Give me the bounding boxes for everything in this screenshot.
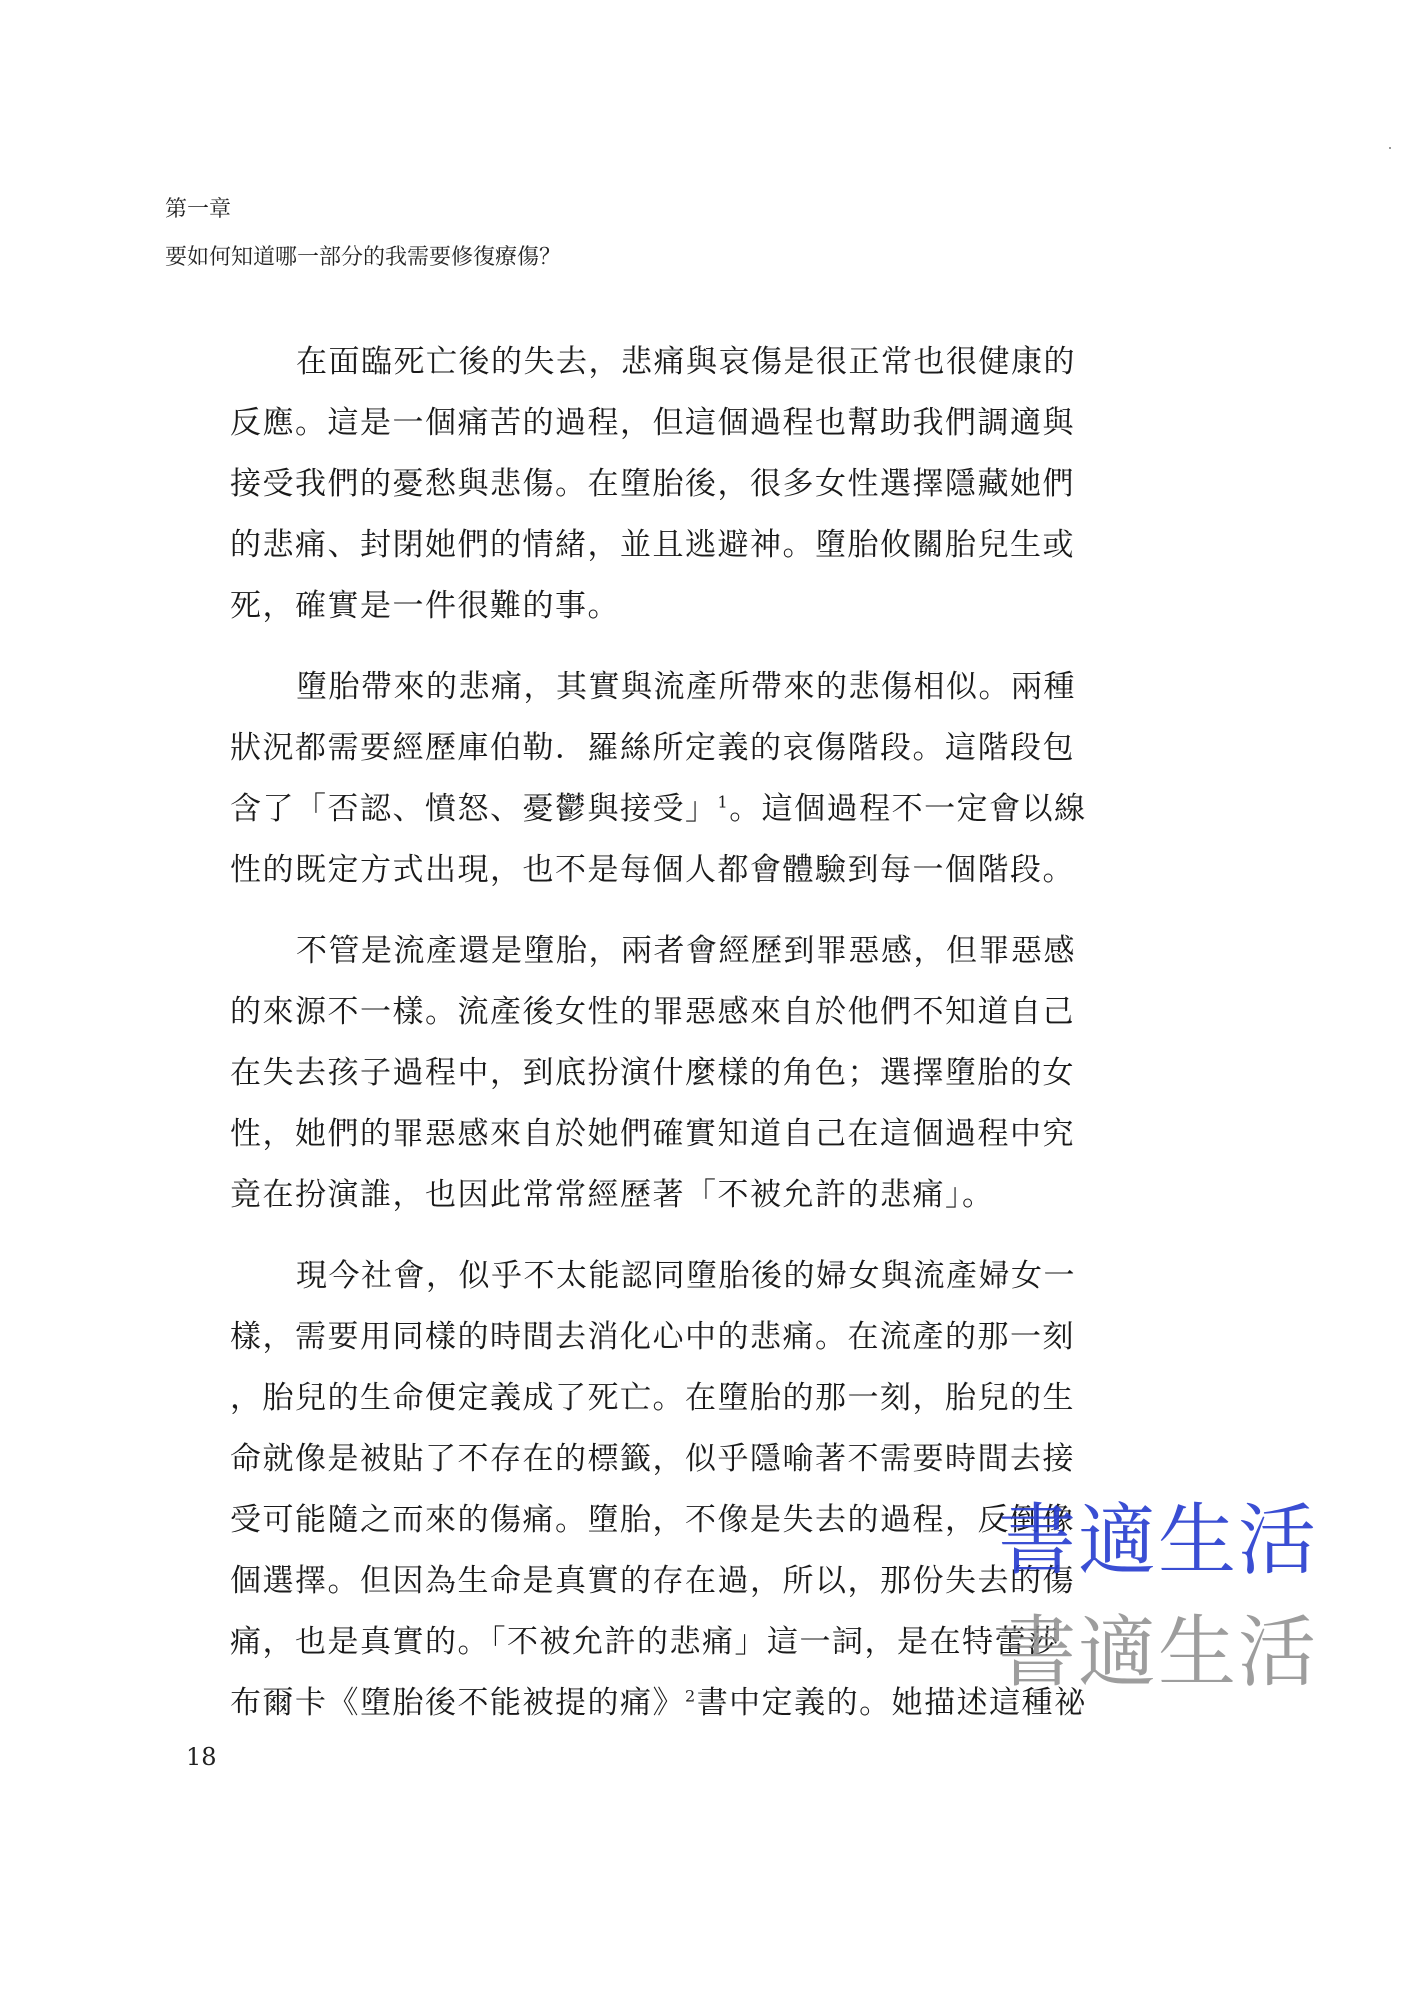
footnote-ref-1[interactable]: 1 bbox=[717, 792, 730, 812]
text-line: 現今社會，似乎不太能認同墮胎後的婦女與流產婦女一 bbox=[296, 1258, 1076, 1294]
paragraph-1 bbox=[230, 332, 1090, 637]
watermark-gray: 書適生活 bbox=[997, 1608, 1318, 1698]
text-segment: 。這個過程不一定會以線 bbox=[729, 791, 1087, 827]
body-text bbox=[230, 332, 1090, 1754]
text-line: 在面臨死亡後的失去，悲痛與哀傷是很正常也很健康的 bbox=[296, 344, 1076, 380]
chapter-label: 第一章 bbox=[165, 197, 232, 222]
text-line: 墮胎帶來的悲痛，其實與流產所帶來的悲傷相似。兩種 bbox=[296, 669, 1076, 705]
text-line: 狀況都需要經歷庫伯勒．羅絲所定義的哀傷階段。這階段包 bbox=[230, 730, 1075, 766]
text-line: 的悲痛、封閉她們的情緒，並且逃避神。墮胎攸關胎兒生或 bbox=[230, 527, 1075, 563]
text-line: 竟在扮演誰，也因此常常經歷著「不被允許的悲痛」。 bbox=[230, 1177, 995, 1213]
paragraph-3 bbox=[230, 921, 1090, 1226]
text-line: 死，確實是一件很難的事。 bbox=[230, 588, 620, 624]
text-line: 個選擇。但因為生命是真實的存在過，所以，那份失去的傷 bbox=[230, 1563, 1075, 1599]
running-header bbox=[165, 186, 561, 282]
text-line: 在失去孩子過程中，到底扮演什麼樣的角色；選擇墮胎的女 bbox=[230, 1055, 1075, 1091]
text-segment: 布爾卡《墮胎後不能被提的痛》 bbox=[230, 1685, 685, 1721]
text-line: 反應。這是一個痛苦的過程，但這個過程也幫助我們調適與 bbox=[230, 405, 1075, 441]
text-line: ，胎兒的生命便定義成了死亡。在墮胎的那一刻，胎兒的生 bbox=[230, 1380, 1075, 1416]
text-segment: 含了「否認、憤怒、憂鬱與接受」 bbox=[230, 791, 718, 827]
text-line: 性，她們的罪惡感來自於她們確實知道自己在這個過程中究 bbox=[230, 1116, 1075, 1152]
paragraph-2 bbox=[230, 657, 1090, 901]
corner-mark bbox=[1389, 147, 1391, 149]
text-line: 不管是流產還是墮胎，兩者會經歷到罪惡感，但罪惡感 bbox=[296, 933, 1076, 969]
chapter-title: 要如何知道哪一部分的我需要修復療傷？ bbox=[165, 245, 562, 270]
text-line: 受可能隨之而來的傷痛。墮胎，不像是失去的過程，反倒像 bbox=[230, 1502, 1075, 1538]
text-line-with-footnote bbox=[230, 1673, 1090, 1734]
text-line: 接受我們的憂愁與悲傷。在墮胎後，很多女性選擇隱藏她們 bbox=[230, 466, 1075, 502]
watermark-blue: 書適生活 bbox=[997, 1496, 1318, 1586]
footnote-ref-2[interactable]: 2 bbox=[685, 1686, 697, 1706]
text-segment: 書中定義的。她描述這種祕 bbox=[696, 1685, 1087, 1721]
text-line: 樣，需要用同樣的時間去消化心中的悲痛。在流產的那一刻 bbox=[230, 1319, 1075, 1355]
page-number: 18 bbox=[186, 1743, 217, 1771]
text-line: 命就像是被貼了不存在的標籤，似乎隱喻著不需要時間去接 bbox=[230, 1441, 1075, 1477]
text-line: 的來源不一樣。流產後女性的罪惡感來自於他們不知道自己 bbox=[230, 994, 1075, 1030]
paragraph-4 bbox=[230, 1246, 1090, 1734]
text-line-with-footnote bbox=[230, 779, 1090, 840]
text-line: 性的既定方式出現，也不是每個人都會體驗到每一個階段。 bbox=[230, 852, 1075, 888]
text-line: 痛，也是真實的。「不被允許的悲痛」這一詞，是在特蕾莎 bbox=[230, 1624, 1060, 1660]
